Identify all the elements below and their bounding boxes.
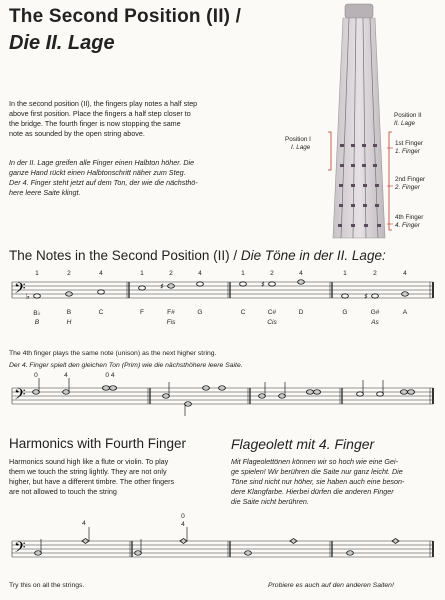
footer-en: Try this on all the strings. [9, 582, 85, 589]
notes-heading-de: Die Töne in der II. Lage: [240, 248, 386, 263]
note-name-en: B [66, 309, 72, 316]
sharp-icon: ♯ [160, 282, 164, 291]
finger-number: 2 [270, 270, 274, 277]
bass-clef-icon: 𝄢 [14, 539, 26, 560]
note-name-en: D [298, 309, 304, 316]
finger-number: 0 [181, 513, 185, 520]
intro-en-line: In the second position (II), the fingers play notes a half step [9, 99, 198, 108]
harmonics-de-line: Mit Flageolettönen können wir so hoch wie eine Gei- [231, 457, 399, 466]
finger-number: 4 [82, 520, 86, 527]
note-name-de: H [66, 319, 72, 326]
harmonics-en-line: them we touch the string lightly. They are not only [9, 467, 167, 476]
note-name-en: C# [267, 309, 277, 316]
finger-number: 4 [99, 270, 103, 277]
unison-text-en: The 4th finger plays the same note (unison) as the next higher string. [9, 350, 217, 357]
harmonics-de-line: die Saite nicht berühren. [231, 497, 309, 506]
finger-number: 4 [403, 270, 407, 277]
note-name-en: C [240, 309, 246, 316]
finger-2-en: 2nd Finger [395, 176, 426, 183]
position-2-de: II. Lage [394, 120, 416, 127]
finger-1-en: 1st Finger [395, 140, 423, 147]
intro-de-line: here leere Saite klingt. [9, 188, 81, 197]
note-name-de: Cis [267, 319, 277, 326]
page-title-german: Die II. Lage [9, 32, 115, 54]
sharp-icon: ♯ [261, 280, 265, 289]
harmonics-en-line: Harmonics sound high like a flute or violin. To play [9, 457, 169, 466]
harmonics-heading-en: Harmonics with Fourth Finger [9, 436, 187, 451]
finger-number: 2 [373, 270, 377, 277]
intro-de-line: ganze Hand rückt einen Halbtonschritt näher zum Steg. [9, 168, 186, 177]
unison-text-de: Der 4. Finger spielt den gleichen Ton (Prim) wie die nächsthöhere leere Saite. [9, 362, 243, 369]
finger-number: 4 [299, 270, 303, 277]
intro-de-line: In der II. Lage greifen alle Finger einen Halbton höher. Die [9, 158, 195, 167]
finger-number: 2 [67, 270, 71, 277]
note-name-de: Fis [166, 319, 176, 326]
harmonics-heading-de: Flageolett mit 4. Finger [231, 436, 375, 452]
harmonics-de-line: ge spielen! Wir berühren die Saite nur ganz leicht. Die [231, 467, 403, 476]
position-2-en: Position II [394, 112, 422, 119]
intro-en-line: the bridge. The fourth finger is now stopping the same [9, 119, 181, 128]
finger-number: 4 [198, 270, 202, 277]
note-name-en: G# [370, 309, 380, 316]
note-name-en: C [98, 309, 104, 316]
page-title: The Second Position (II) / [9, 6, 242, 27]
note-name-de: B [34, 319, 40, 326]
intro-de-line: Der 4. Finger steht jetzt auf dem Ton, der wie die nächsthö- [9, 178, 198, 187]
position-1-en: Position I [285, 136, 311, 143]
harmonics-de-line: dere Klangfarbe. Hierbei dürfen die anderen Finger [231, 487, 394, 496]
note-name-en: B♭ [33, 310, 41, 317]
finger-number: 1 [241, 270, 245, 277]
harmonics-en-line: are not allowed to touch the string [9, 487, 117, 496]
finger-4-en: 4th Finger [395, 214, 424, 221]
note-name-en: A [402, 309, 408, 316]
finger-number: 1 [140, 270, 144, 277]
bass-clef-icon: 𝄢 [14, 280, 26, 301]
finger-number: 1 [35, 270, 39, 277]
position-1-de: I. Lage [291, 144, 311, 151]
note-name-en: F# [167, 309, 175, 316]
flat-icon: ♭ [26, 292, 30, 301]
note-name-en: F [139, 309, 145, 316]
finger-number: 4 [64, 372, 68, 379]
note-name-en: G [197, 309, 203, 316]
notes-heading-en: The Notes in the Second Position (II) / [9, 248, 241, 263]
finger-number: 0 [34, 372, 38, 379]
finger-number: 2 [169, 270, 173, 277]
finger-number: 4 [181, 521, 185, 528]
finger-4-de: 4. Finger [395, 222, 420, 229]
footer-de: Probiere es auch auf den anderen Saiten! [268, 582, 394, 589]
finger-1-de: 1. Finger [395, 148, 420, 155]
finger-number: 1 [343, 270, 347, 277]
sharp-icon: ♯ [364, 292, 368, 301]
harmonics-de-line: Töne sind nicht nur höher, sie haben auch eine beson- [231, 477, 405, 486]
bass-clef-icon: 𝄢 [14, 386, 26, 407]
finger-2-de: 2. Finger [395, 184, 420, 191]
finger-number: 0 4 [105, 372, 115, 379]
note-name-en: G [342, 309, 348, 316]
intro-en-line: above first position. Place the fingers a half step closer to [9, 109, 191, 118]
harmonics-en-line: higher, but have a different timbre. The other fingers [9, 477, 175, 486]
intro-en-line: note as sounded by the open string above. [9, 129, 145, 138]
note-name-de: As [371, 319, 379, 326]
